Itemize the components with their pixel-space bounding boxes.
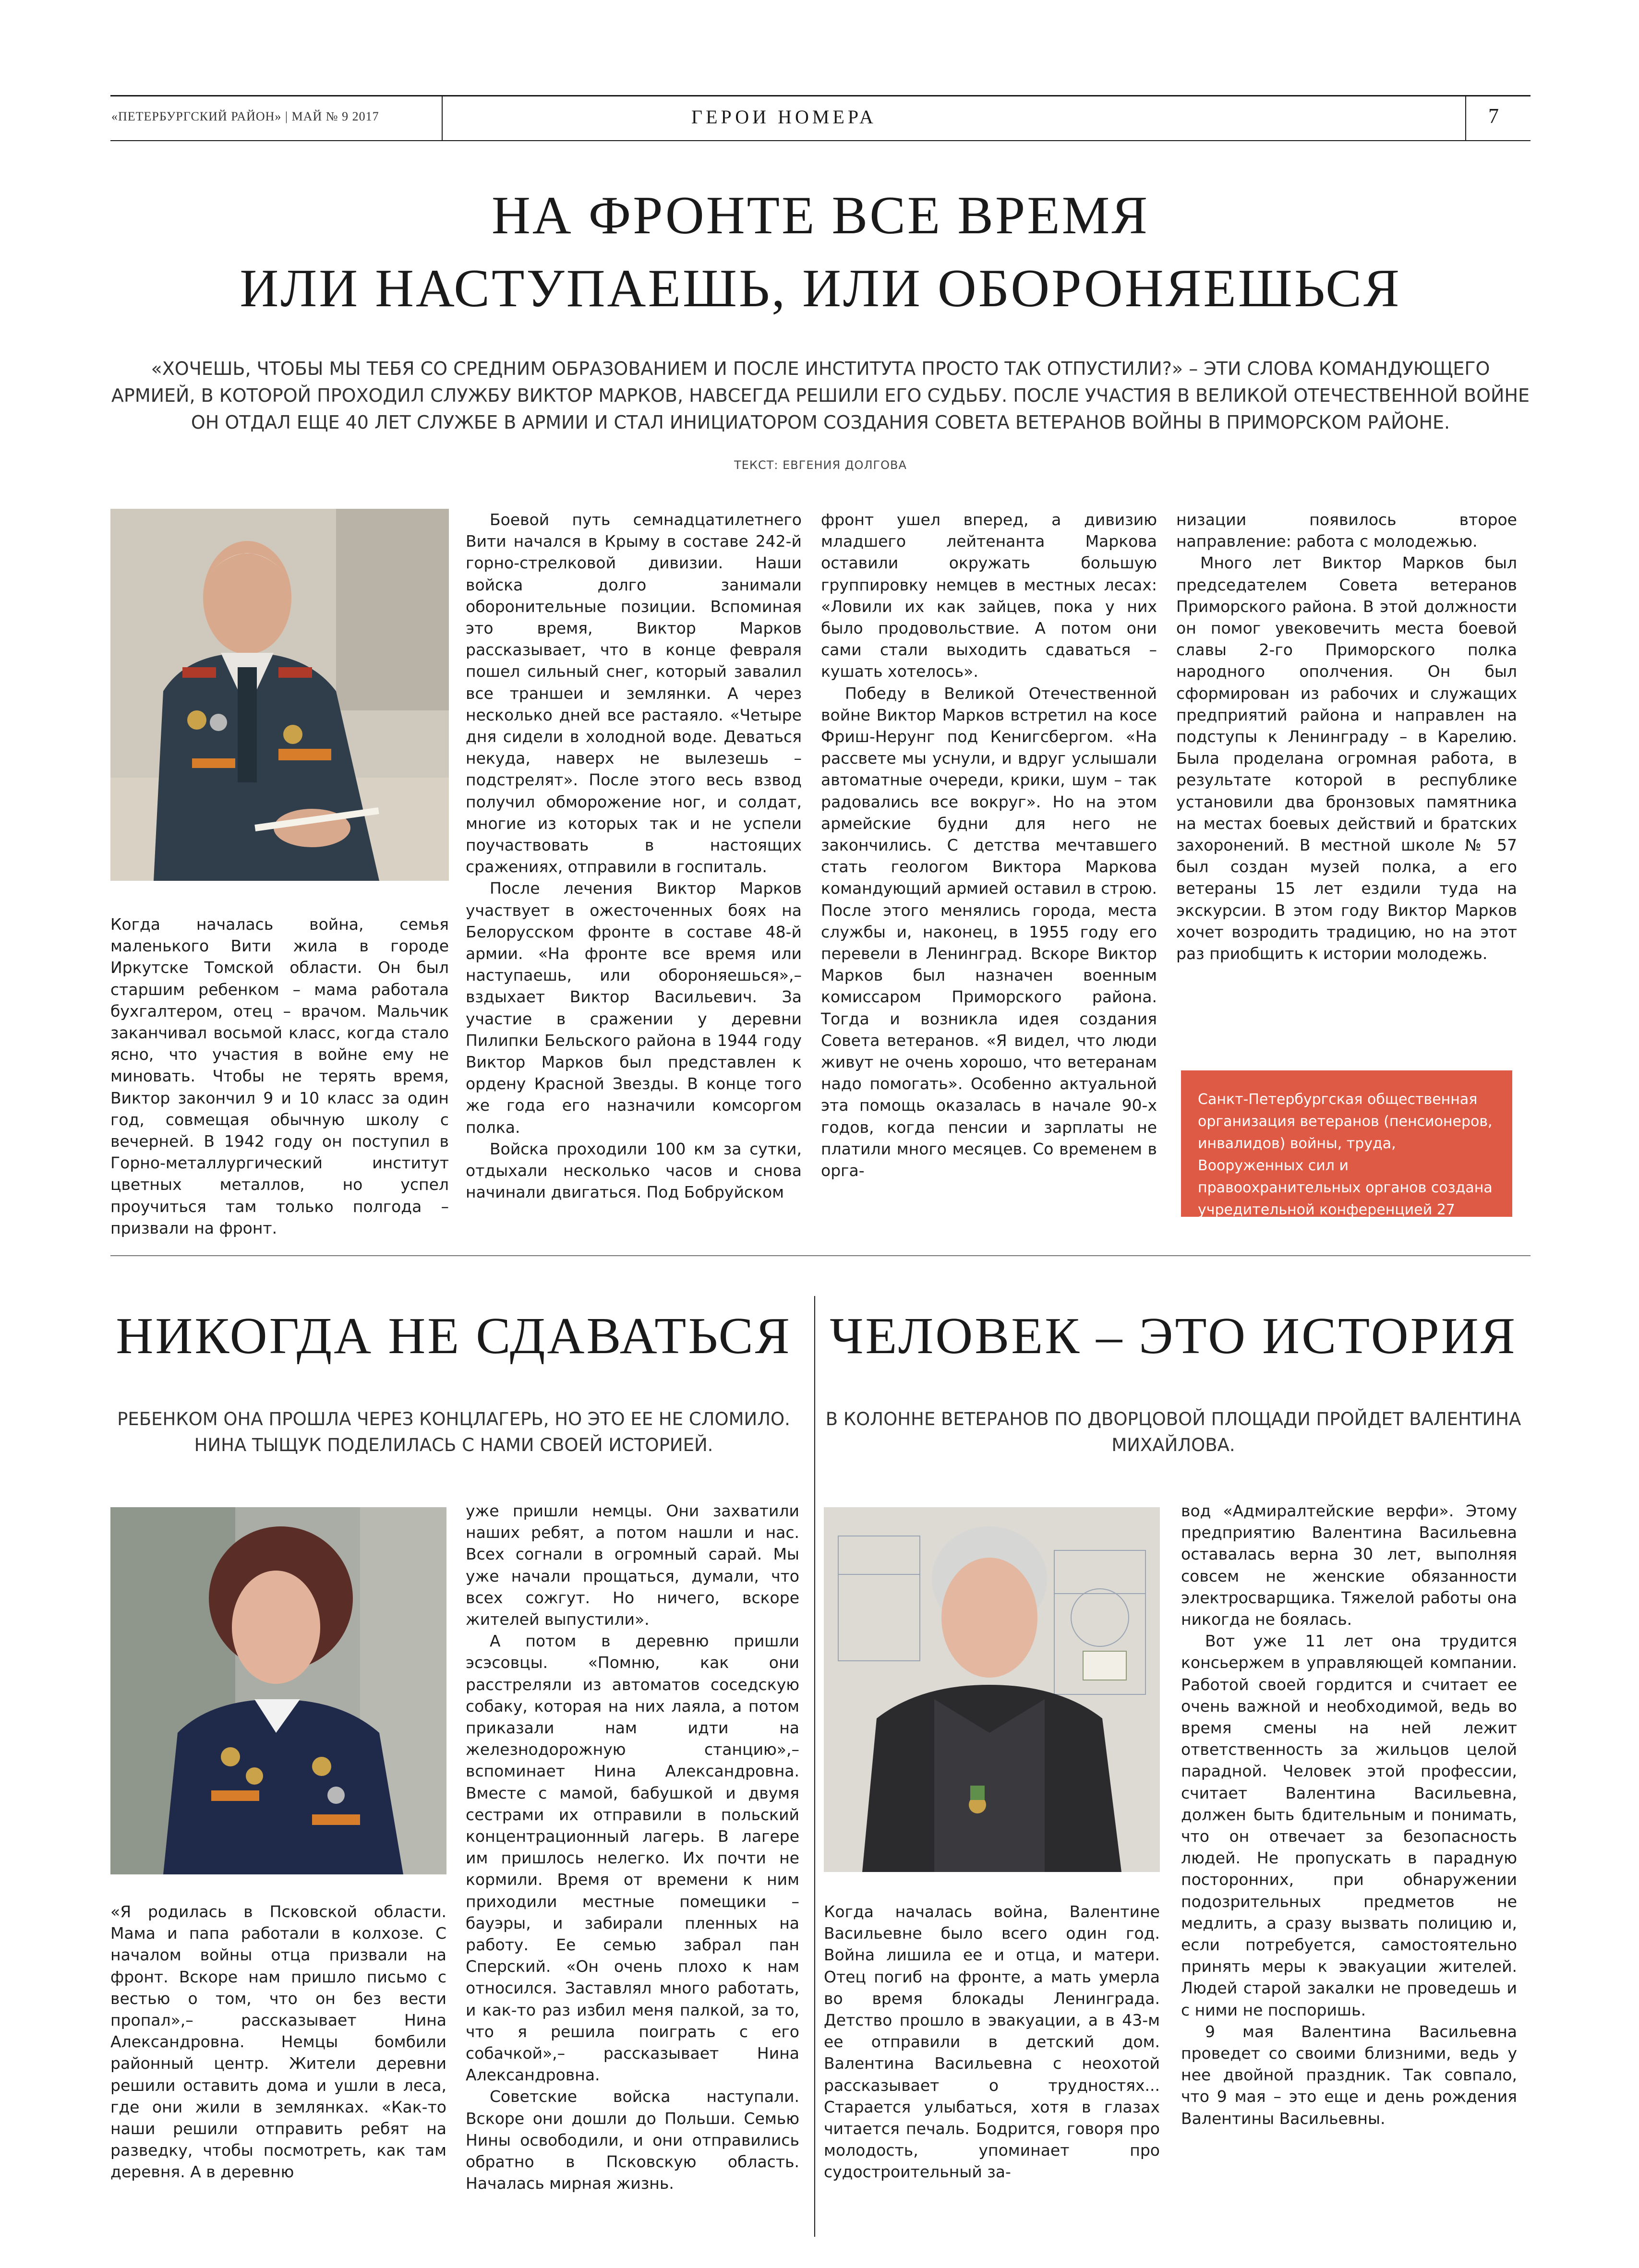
article-byline: ТЕКСТ: ЕВГЕНИЯ ДОЛГОВА bbox=[734, 458, 907, 472]
paragraph: Когда началась война, Валентине Васильевне было всего один год. Война лишила ее и отца, и матери. Отец погиб на фронте, а мать умерла во время блокады Ленинграда. Детство прошло в эвакуации, а в 43-м ее отправили в детский дом. Валентина Васильевна с неохотой рассказывает о трудностях... Старается улыбаться, хотя в глазах читается печаль. Бодрится, говоря про молодость, упоминает про судостроительный за- bbox=[824, 1902, 1160, 2182]
article3-column-1 bbox=[824, 1901, 1160, 2183]
header-rule-bottom bbox=[110, 140, 1531, 141]
article-column-4 bbox=[1176, 509, 1517, 964]
page-number: 7 bbox=[1488, 104, 1499, 128]
article-lead: «ХОЧЕШЬ, ЧТОБЫ МЫ ТЕБЯ СО СРЕДНИМ ОБРАЗОВАНИЕМ И ПОСЛЕ ИНСТИТУТА ПРОСТО ТАК ОТПУСТИЛИ?» – ЭТИ СЛОВА КОМАНДУЮЩЕГО АРМИЕЙ, В КОТОРОЙ ПРОХОДИЛ СЛУЖБУ ВИКТОР МАРКОВ, НАВСЕГДА РЕШИЛИ ЕГО СУДЬБУ. ПОСЛЕ УЧАСТИЯ В ВЕЛИКОЙ ОТЕЧЕСТВЕННОЙ ВОЙНЕ ОН ОТДАЛ ЕЩЕ 40 ЛЕТ СЛУЖБЕ В АРМИИ И СТАЛ ИНИЦИАТОРОМ СОЗДАНИЯ СОВЕТА ВЕТЕРАНОВ ВОЙНЫ В ПРИМОРСКОМ РАЙОНЕ. bbox=[111, 358, 1530, 433]
article2-lead: РЕБЕНКОМ ОНА ПРОШЛА ЧЕРЕЗ КОНЦЛАГЕРЬ, НО ЭТО ЕЕ НЕ СЛОМИЛО. НИНА ТЫЩУК ПОДЕЛИЛАСЬ С НАМИ СВОЕЙ ИСТОРИЕЙ. bbox=[117, 1409, 790, 1455]
nina-photo-illustration bbox=[110, 1507, 446, 1874]
paragraph: Боевой путь семнадцатилетнего Вити начался в Крыму в составе 242-й горно-стрелковой дивизии. Наши войска долго занимали оборонительные позиции. Вспоминая это время, Виктор Марков рассказывает, что в конце февраля пошел сильный снег, который завалил все траншеи и землянки. А через несколько дней все растаяло. «Четыре дня сидели в холодной воде. Деваться некуда, наверх не вылезешь – подстрелят». После этого весь взвод получил обморожение ног, и солдат, многие из которых так и не успели поучаствовать в настоящих сражениях, отправили в госпиталь. bbox=[466, 510, 802, 876]
paragraph: А потом в деревню пришли эсэсовцы. «Помню, как они расстреляли из автоматов соседскую собаку, которая на них лаяла, а потом приказали нам идти на железнодорожную станцию»,– вспоминает Нина Александровна. Вместе с мамой, бабушкой и двумя сестрами их отправили в польский концентрационный лагерь. В лагере им пришлось нелегко. Их почти не кормили. Время от времени к ним приходили местные помещики – бауэры, и забирали пленных на работу. Ее семью забрал пан Сперский. «Он очень плохо к нам относился. Заставлял много работать, и как-то раз избил меня палкой, за то, что я решила поиграть с его собачкой»,– рассказывает Нина Александровна. bbox=[466, 1632, 799, 2085]
paragraph: Когда началась война, семья маленького Вити жила в городе Иркутске Томской области. Он был старшим ребенком – мама работала бухгалтером, отец – врачом. Мальчик заканчивал восьмой класс, когда стало ясно, что участия в войне ему не миновать. Чтобы не терять время, Виктор закончил 9 и 10 класс за один год, совмещая обычную школу с вечерней. В 1942 году он поступил в Горно-металлургический институт цветных металлов, но успел проучиться там только полгода – призвали на фронт. bbox=[110, 915, 449, 1237]
paragraph: вод «Адмиралтейские верфи». Этому предприятию Валентина Васильевна оставалась верна 30 лет, выполняя совсем не женские обязанности электросварщика. Тяжелой работы она никогда не боялась. bbox=[1181, 1501, 1517, 1629]
nina-photo bbox=[110, 1507, 446, 1874]
paragraph: После лечения Виктор Марков участвует в ожесточенных боях на Белорусском фронте в составе 48-й армии. «На фронте все время или наступаешь, или обороняешься»,– вздыхает Виктор Васильевич. За участие в сражении у деревни Пилипки Бельского района в 1944 году Виктор Марков был представлен к ордену Красной Звезды. В конце того же года его назначили комсоргом полка. bbox=[466, 879, 802, 1137]
paragraph: низации появилось второе направление: работа с молодежью. bbox=[1176, 510, 1517, 551]
paragraph: Много лет Виктор Марков был председателем Совета ветеранов Приморского района. В этой должности он помог увековечить места боевой славы 2-го Приморского полка народного ополчения. Он был сформирован из рабочих и служащих предприятий района и направлен на подступы к Ленинграду – в Карелию. Была проделана огромная работа, в результате которой в республике установили два бронзовых памятника на местах боевых действий и братских захоронений. В местной школе № 57 был создан музей полка, а его ветераны 15 лет ездили туда на экскурсии. В этом году Виктор Марков хочет возродить традицию, но на этот раз приобщить к истории молодежь. bbox=[1176, 553, 1517, 963]
article-title-line1: НА ФРОНТЕ ВСЕ ВРЕМЯ bbox=[491, 186, 1149, 245]
valentina-photo bbox=[824, 1507, 1160, 1872]
article2-title: НИКОГДА НЕ СДАВАТЬСЯ bbox=[116, 1308, 792, 1365]
article3-lead: В КОЛОННЕ ВЕТЕРАНОВ ПО ДВОРЦОВОЙ ПЛОЩАДИ ПРОЙДЕТ ВАЛЕНТИНА МИХАЙЛОВА. bbox=[825, 1409, 1521, 1455]
paragraph: Победу в Великой Отечественной войне Виктор Марков встретил на косе Фриш-Нерунг под Кенигсбергом. «На рассвете мы уснули, и вдруг услышали автоматные очереди, крики, шум – так радовались все вокруг». Но на этом армейские будни для него не закончились. С детства мечтавшего стать геологом Виктора Маркова командующий армией оставил в строю. После этого менялись города, места службы и, наконец, в 1955 году его перевели в Ленинград. Вскоре Виктор Марков был назначен военным комиссаром Приморского района. Тогда и возникла идея создания Совета ветеранов. «Я видел, что люди живут не очень хорошо, что ветеранам надо помогать». Особенно актуальной эта помощь оказалась в начале 90-х годов, когда пенсии и зарплаты не платили много месяцев. Со временем в орга- bbox=[821, 684, 1157, 1180]
header-divider bbox=[1465, 96, 1466, 140]
article2-column-1 bbox=[110, 1901, 446, 2183]
veteran-photo-illustration bbox=[110, 509, 449, 881]
section-title: ГЕРОИ НОМЕРА bbox=[691, 106, 877, 128]
veteran-photo bbox=[110, 509, 449, 881]
header-rule-top bbox=[110, 95, 1531, 96]
paragraph: уже пришли немцы. Они захватили наших ребят, а потом нашли и нас. Всех согнали в огромный сарай. Мы уже начали прощаться, думали, что всех сожгут. Но ничего, вскоре жителей выпустили». bbox=[466, 1501, 799, 1629]
article2-column-2 bbox=[466, 1500, 799, 2195]
paragraph: Советские войска наступали. Вскоре они дошли до Польши. Семью Нины освободили, и они отправились обратно в Псковскую область. Началась мирная жизнь. bbox=[466, 2087, 799, 2193]
paragraph: Вот уже 11 лет она трудится консьержем в управляющей компании. Работой своей гордится и считает ее очень важной и необходимой, ведь во время смены на ней лежит ответственность за жильцов целой парадной. Человек этой профессии, считает Валентина Васильевна, должен быть бдительным и понимать, что он отвечает за безопасность людей. Не пропускать в парадную посторонних, при обнаружении подозрительных предметов не медлить, а сразу вызвать полицию и, если потребуется, самостоятельно принять меры к эвакуации жителей. Людей старой закалки не проведешь и с ними не поспоришь. bbox=[1181, 1632, 1517, 2019]
article-column-2 bbox=[466, 509, 802, 1203]
column-separator bbox=[814, 1296, 815, 2237]
article-column-3 bbox=[821, 509, 1157, 1181]
article-column-1 bbox=[110, 913, 449, 1239]
section-separator bbox=[110, 1255, 1531, 1256]
article3-column-2 bbox=[1181, 1500, 1517, 2129]
paragraph: Войска проходили 100 км за сутки, отдыхали несколько часов и снова начинали двигаться. Под Бобруйском bbox=[466, 1139, 802, 1202]
publication-name: «ПЕТЕРБУРГСКИЙ РАЙОН» | МАЙ № 9 2017 bbox=[111, 109, 379, 123]
paragraph: 9 мая Валентина Васильевна проведет со своими близними, ведь у нее двойной праздник. Так совпало, что 9 мая – это еще и день рождения Валентины Васильевны. bbox=[1181, 2022, 1517, 2128]
paragraph: «Я родилась в Псковской области. Мама и папа работали в колхозе. С началом войны отца призвали на фронт. Вскоре нам пришло письмо с вестью о том, что он без вести пропал»,– рассказывает Нина Александровна. Немцы бомбили районный центр. Жители деревни решили оставить дома и ушли в леса, где они жили в землянках. «Как-то наши решили отправить ребят на разведку, чтобы посмотреть, как там деревня. А в деревню bbox=[110, 1902, 446, 2182]
sidebar-text: Санкт-Петербургская общественная организация ветеранов (пенсионеров, инвалидов) войны, труда, Вооруженных сил и правоохранительных органов создана учредительной конференцией 27 марта 1987 года. bbox=[1198, 1091, 1493, 1240]
article-title-line2: ИЛИ НАСТУПАЕШЬ, ИЛИ ОБОРОНЯЕШЬСЯ bbox=[240, 259, 1401, 318]
paragraph: фронт ушел вперед, а дивизию младшего лейтенанта Маркова оставили окружать большую группировку немцев в местных лесах: «Ловили их как зайцев, пока у них было продовольствие. А потом они сами стали выходить сдаваться – кушать хотелось». bbox=[821, 510, 1157, 681]
article3-title: ЧЕЛОВЕК – ЭТО ИСТОРИЯ bbox=[830, 1308, 1517, 1365]
valentina-photo-illustration bbox=[824, 1507, 1160, 1872]
header-divider bbox=[442, 96, 443, 140]
